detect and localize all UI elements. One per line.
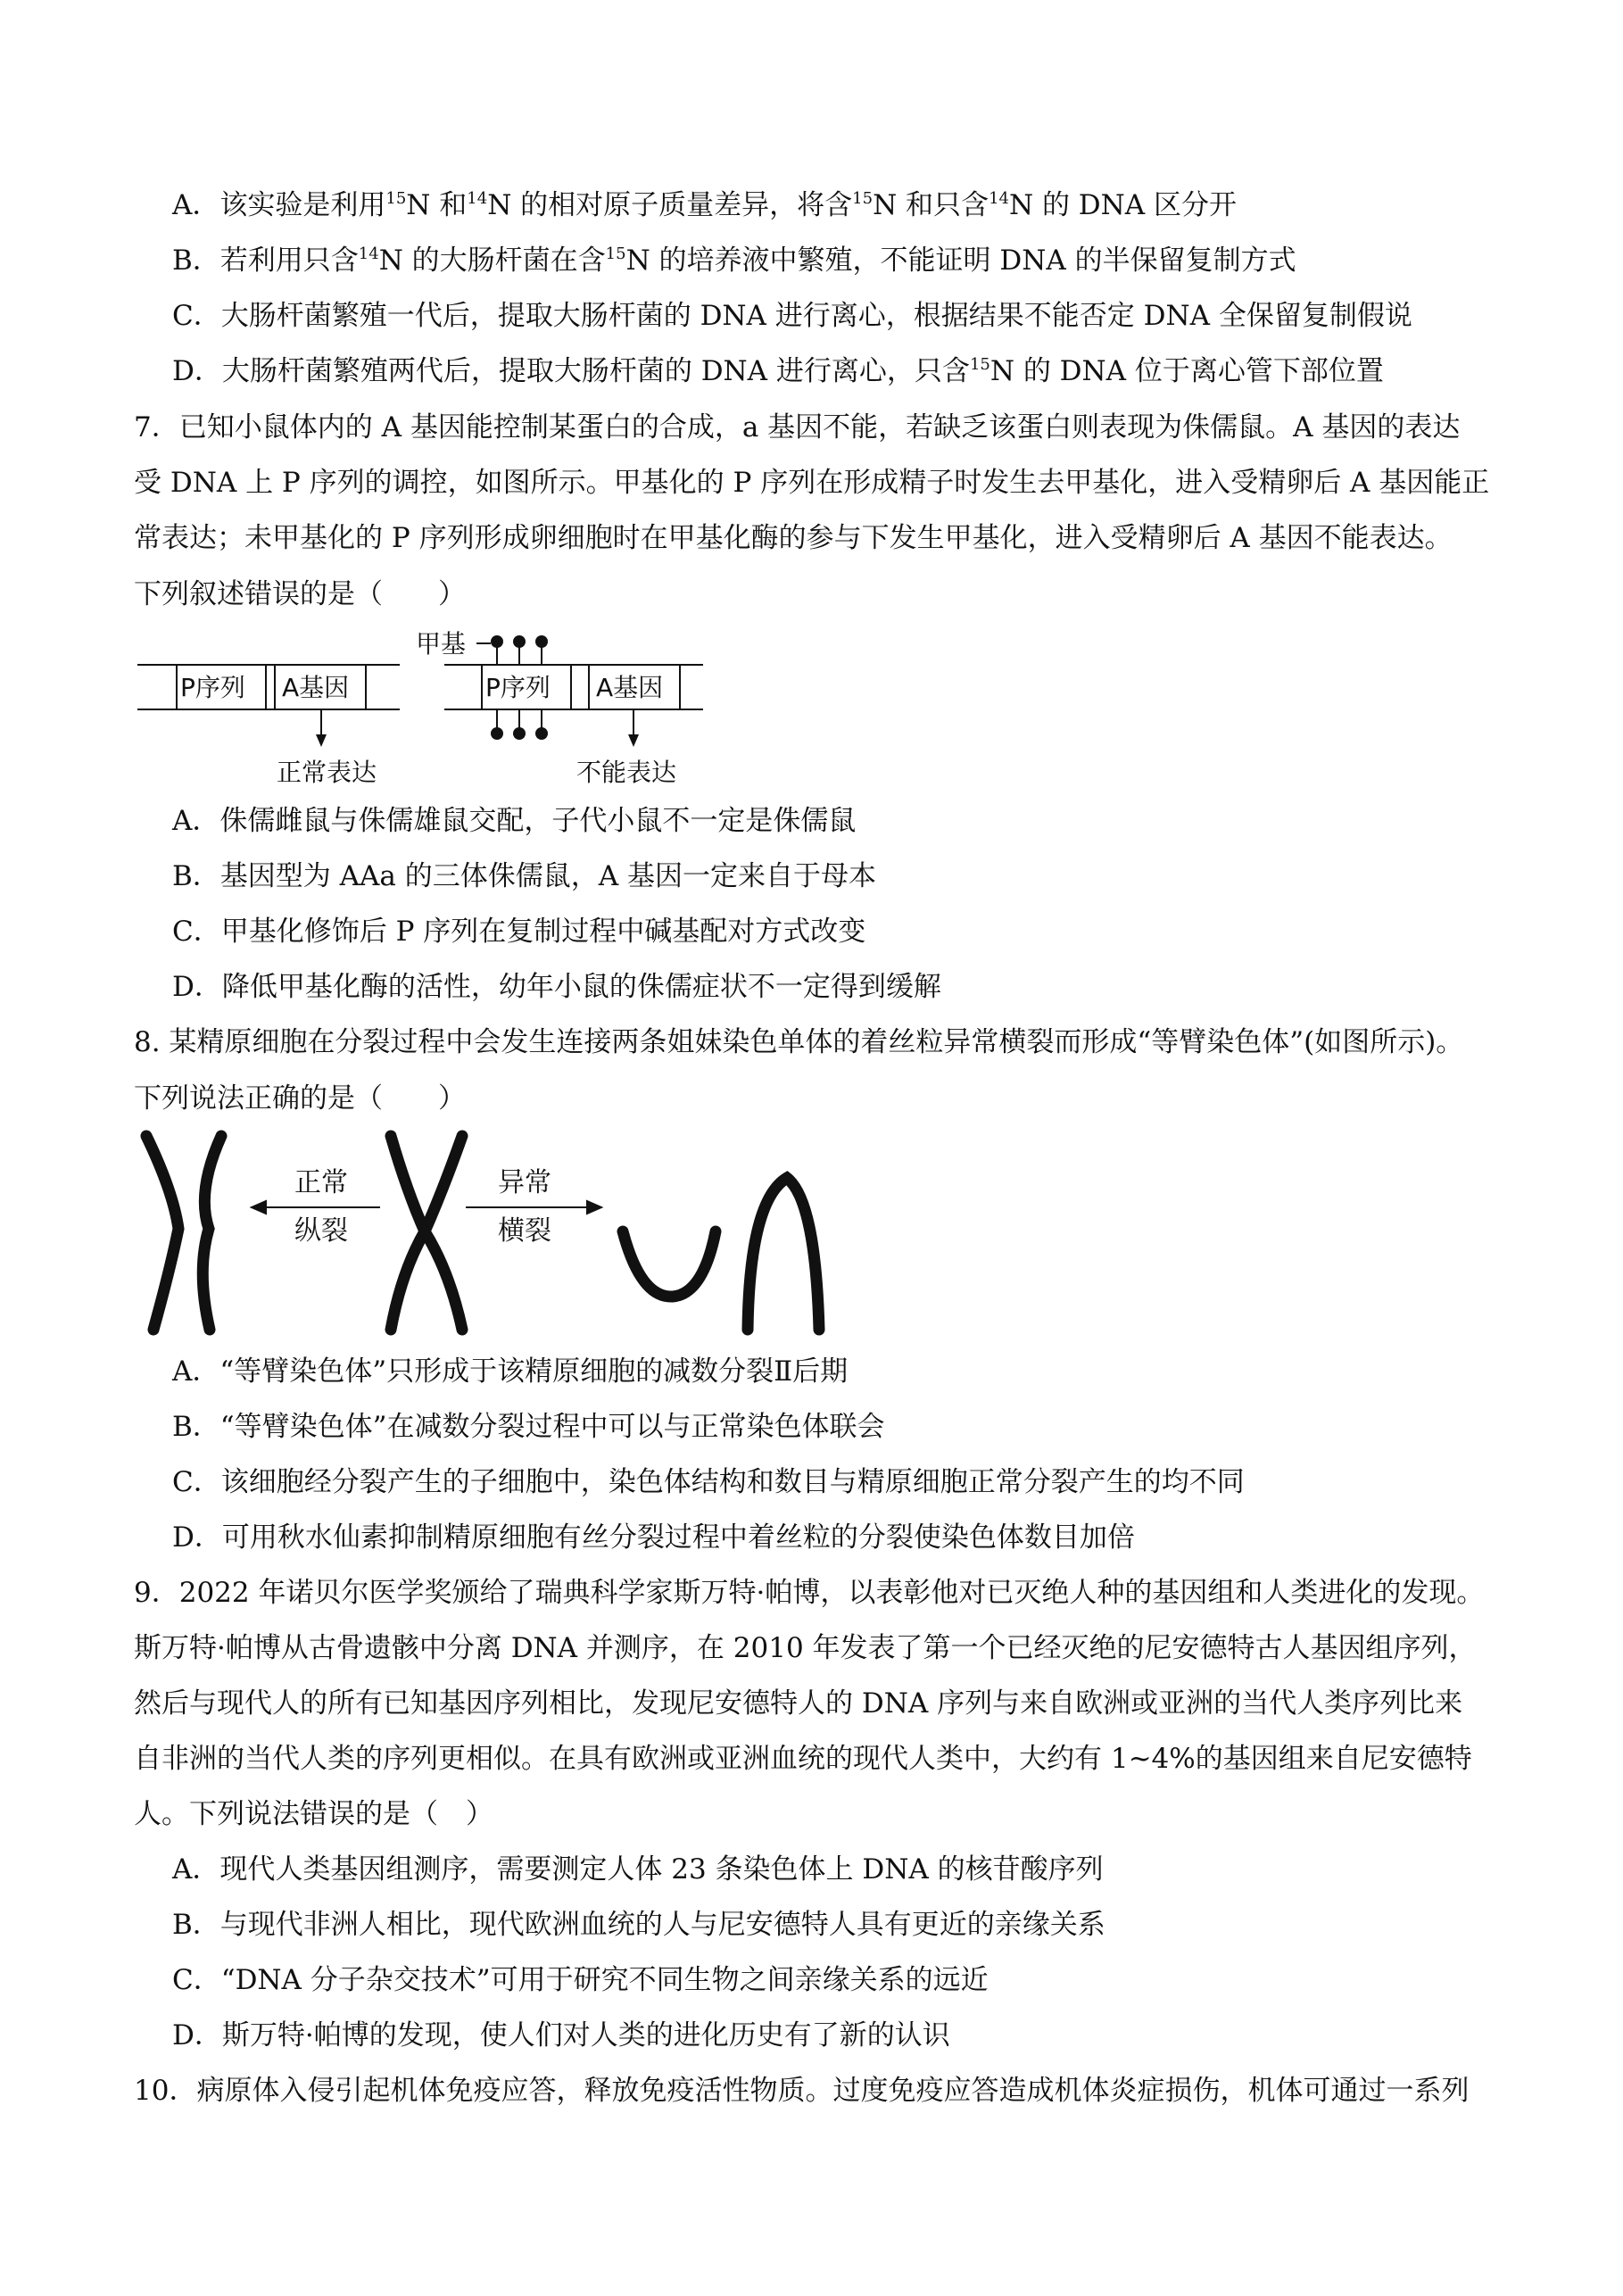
methyl-label: 甲基	[416, 629, 467, 659]
q9-stem-line-4: 自非洲的当代人类的序列更相似。在具有欧洲或亚洲血统的现代人类中，大约有 1~4%的基因组来自尼安德特	[134, 1743, 1472, 1775]
q7-option-b: B．基因型为 AAa 的三体侏儒鼠，A 基因一定来自于母本	[172, 860, 876, 892]
q9-option-d: D．斯万特·帕博的发现，使人们对人类的进化历史有了新的认识	[172, 2019, 950, 2051]
q8-stem-line-1: 8. 某精原细胞在分裂过程中会发生连接两条姐妹染色单体的着丝粒异常横裂而形成“等臂染色体”(如图所示)。	[134, 1026, 1464, 1058]
q8-option-b: B．“等臂染色体”在减数分裂过程中可以与正常染色体联会	[172, 1411, 885, 1443]
abnormal-label-2: 横裂	[498, 1215, 551, 1247]
q8-option-c: C．该细胞经分裂产生的子细胞中，染色体结构和数目与精原细胞正常分裂产生的均不同	[172, 1466, 1245, 1498]
q7-option-d: D．降低甲基化酶的活性，幼年小鼠的侏儒症状不一定得到缓解	[172, 971, 941, 1003]
p-sequence-label-right: P序列	[485, 673, 551, 702]
p-sequence-label-left: P序列	[180, 673, 245, 702]
q6-option-b: B．若利用只含$^{14}$N 的大肠杆菌在含$^{15}$N 的培养液中繁殖，不能证明 DNA 的半保留复制方式	[172, 245, 1296, 277]
q8-option-d: D．可用秋水仙素抑制精原细胞有丝分裂过程中着丝粒的分裂使染色体数目加倍	[172, 1521, 1135, 1554]
q9-stem-line-3: 然后与现代人的所有已知基因序列相比，发现尼安德特人的 DNA 序列与来自欧洲或亚洲的当代人类序列比来	[134, 1687, 1463, 1720]
q9-stem-line-2: 斯万特·帕博从古骨遗骸中分离 DNA 并测序，在 2010 年发表了第一个已经灭绝的尼安德特古人基因组序列，	[134, 1632, 1477, 1664]
q10-stem-line-1: 10．病原体入侵引起机体免疫应答，释放免疫活性物质。过度免疫应答造成机体炎症损伤，机体可通过一系列	[134, 2075, 1470, 2107]
q8-option-a: A．“等臂染色体”只形成于该精原细胞的减数分裂Ⅱ后期	[172, 1355, 849, 1388]
q7-option-a: A．侏儒雌鼠与侏儒雄鼠交配，子代小鼠不一定是侏儒鼠	[172, 805, 857, 837]
q6-option-a: A．该实验是利用$^{15}$N 和$^{14}$N 的相对原子质量差异，将含$^{15}$N 和只含$^{14}$N 的 DNA 区分开	[172, 189, 1238, 221]
q7-stem-line-3: 常表达；未甲基化的 P 序列形成卵细胞时在甲基化酶的参与下发生甲基化，进入受精卵后 A 基因不能表达。	[134, 522, 1453, 554]
q6-option-c: C．大肠杆菌繁殖一代后，提取大肠杆菌的 DNA 进行离心，根据结果不能否定 DNA 全保留复制假说	[172, 300, 1412, 332]
q9-stem-line-1: 9．2022 年诺贝尔医学奖颁给了瑞典科学家斯万特·帕博，以表彰他对已灭绝人种的基因组和人类进化的发现。	[134, 1577, 1485, 1609]
abnormal-label-1: 异常	[498, 1167, 551, 1198]
q6-option-d: D．大肠杆菌繁殖两代后，提取大肠杆菌的 DNA 进行离心，只含$^{15}$N 的 DNA 位于离心管下部位置	[172, 355, 1384, 387]
a-gene-label-right: A基因	[596, 673, 664, 702]
cannot-express-label: 不能表达	[576, 758, 677, 787]
q8-chromosome-figure	[134, 1129, 830, 1343]
q9-option-b: B．与现代非洲人相比，现代欧洲血统的人与尼安德特人具有更近的亲缘关系	[172, 1909, 1105, 1941]
q7-stem-line-2: 受 DNA 上 P 序列的调控，如图所示。甲基化的 P 序列在形成精子时发生去甲基化，进入受精卵后 A 基因能正	[134, 467, 1490, 499]
q7-stem-line-4: 下列叙述错误的是（ ）	[134, 578, 466, 610]
q9-option-a: A．现代人类基因组测序，需要测定人体 23 条染色体上 DNA 的核苷酸序列	[172, 1853, 1104, 1886]
q7-stem-line-1: 7．已知小鼠体内的 A 基因能控制某蛋白的合成，a 基因不能，若缺乏该蛋白则表现为侏儒鼠。A 基因的表达	[134, 411, 1461, 443]
normal-label-1: 正常	[294, 1167, 348, 1198]
q7-option-c: C．甲基化修饰后 P 序列在复制过程中碱基配对方式改变	[172, 916, 866, 948]
q8-stem-line-2: 下列说法正确的是（ ）	[134, 1082, 466, 1115]
q9-stem-line-5: 人。下列说法错误的是（ ）	[134, 1798, 493, 1830]
normal-expression-label: 正常表达	[277, 758, 377, 787]
q7-methylation-figure	[134, 620, 714, 799]
q9-option-c: C．“DNA 分子杂交技术”可用于研究不同生物之间亲缘关系的远近	[172, 1964, 989, 1996]
normal-label-2: 纵裂	[294, 1215, 348, 1247]
a-gene-label-left: A基因	[282, 673, 350, 702]
